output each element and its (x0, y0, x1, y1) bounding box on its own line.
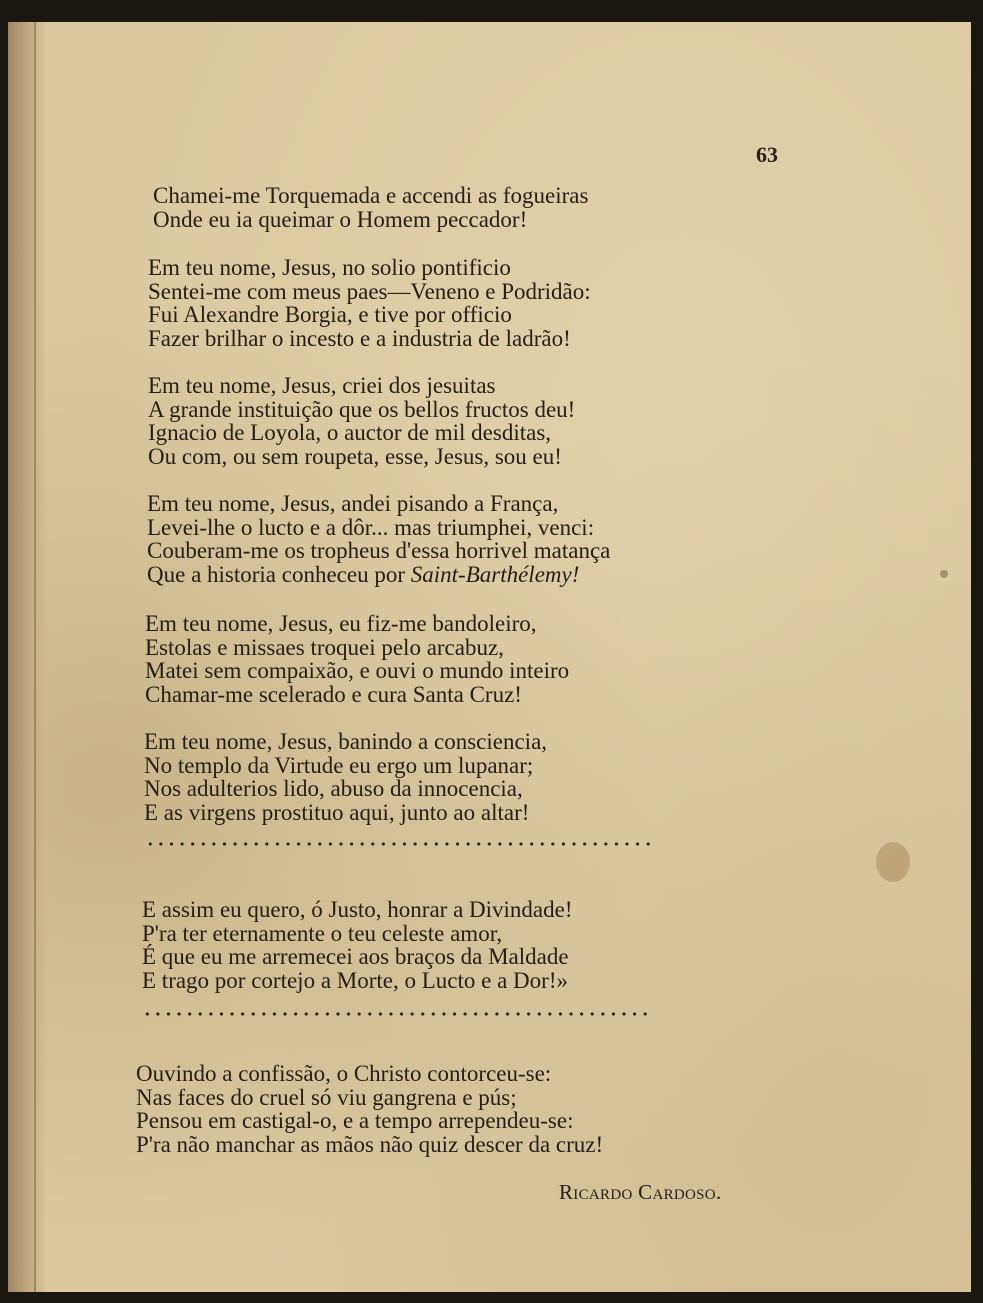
verse-line: Em teu nome, Jesus, no solio pontificio (148, 255, 511, 280)
verse-line: Em teu nome, Jesus, criei dos jesuitas (148, 373, 496, 398)
page-number: 63 (756, 142, 778, 167)
ellipsis-divider (142, 1012, 652, 1016)
verse-line: No templo da Virtude eu ergo um lupanar; (144, 752, 534, 778)
verse-line: Sentei-me com meus paes—Veneno e Podridão: (148, 278, 591, 304)
stanza-7 (142, 898, 573, 992)
stanza-5 (145, 612, 569, 706)
verse-line: É que eu me arremecei aos braços da Maldade (142, 944, 569, 970)
verse-line-text: Que a historia conheceu por (147, 561, 411, 587)
verse-line: P'ra ter eternamente o teu celeste amor, (142, 920, 503, 946)
foxing-spot (940, 570, 948, 578)
binding-crease (34, 22, 36, 1292)
verse-line: E assim eu quero, ó Justo, honrar a Divindade! (142, 897, 573, 922)
verse-line: A grande instituição que os bellos fructos deu! (148, 396, 576, 422)
stanza-1 (153, 184, 588, 231)
verse-line: Em teu nome, Jesus, banindo a consciencia, (144, 729, 548, 754)
verse-line: E trago por cortejo a Morte, o Lucto e a Dor!» (142, 967, 568, 993)
verse-line: P'ra não manchar as mãos não quiz descer da cruz! (136, 1131, 604, 1157)
verse-line: Fazer brilhar o incesto e a industria de ladrão! (148, 325, 571, 351)
stanza-6 (144, 730, 547, 824)
verse-line: Ignacio de Loyola, o auctor de mil desditas, (148, 420, 552, 446)
stanza-2 (148, 256, 591, 350)
verse-line: Fui Alexandre Borgia, e tive por officio (148, 302, 512, 328)
stanza-8 (136, 1062, 603, 1156)
stanza-3 (148, 374, 575, 468)
verse-line: Chamei-me Torquemada e accendi as fogueiras (153, 183, 589, 208)
book-page (8, 22, 971, 1292)
verse-line: Nas faces do cruel só viu gangrena e pús; (136, 1084, 517, 1110)
verse-line: Chamar-me scelerado e cura Santa Cruz! (145, 681, 522, 707)
verse-line: Onde eu ia queimar o Homem peccador! (153, 206, 528, 232)
stanza-4 (147, 492, 610, 586)
verse-line: Estolas e missaes troquei pelo arcabuz, (145, 634, 504, 660)
italic-name: Saint-Barthélemy! (410, 561, 580, 587)
foxing-stain (876, 842, 910, 882)
verse-line: Matei sem compaixão, e ouvi o mundo inteiro (145, 658, 570, 684)
verse-line: Ouvindo a confissão, o Christo contorceu-se: (136, 1061, 552, 1086)
author-signature: Ricardo Cardoso. (559, 1180, 722, 1204)
verse-line: Em teu nome, Jesus, eu fiz-me bandoleiro, (145, 611, 537, 636)
verse-line (147, 563, 610, 587)
verse-line: E as virgens prostituo aqui, junto ao altar! (144, 799, 530, 825)
verse-line: Levei-lhe o lucto e a dôr... mas triumphei, venci: (147, 514, 595, 540)
verse-line: Ou com, ou sem roupeta, esse, Jesus, sou eu! (148, 443, 562, 469)
verse-line: Nos adulterios lido, abuso da innocencia, (144, 776, 523, 802)
ellipsis-divider (145, 842, 655, 846)
verse-line: Pensou em castigal-o, e a tempo arrependeu-se: (136, 1108, 574, 1134)
verse-line: Em teu nome, Jesus, andei pisando a França, (147, 491, 559, 516)
verse-line: Couberam-me os tropheus d'essa horrivel matança (147, 538, 611, 564)
page-gutter-shadow (8, 22, 48, 1292)
